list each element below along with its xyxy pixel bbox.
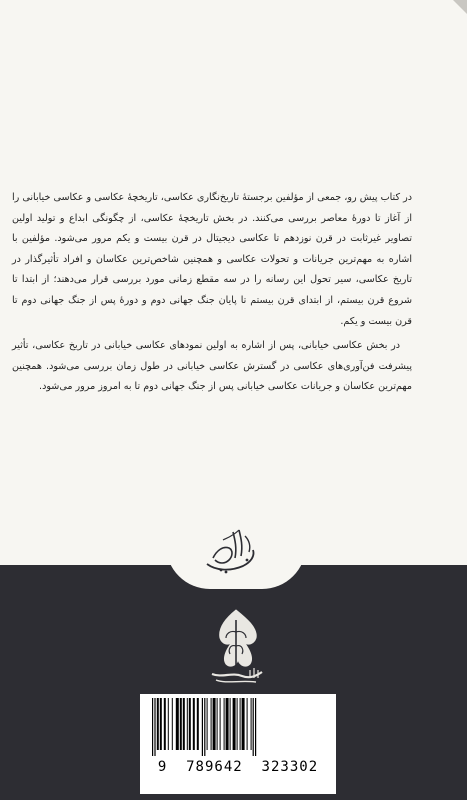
blurb-paragraph-1: در کتاب پیش رو، جمعی از مؤلفین برجستهٔ تاریخ‌نگاری عکاسی، تاریخچهٔ عکاسی و عکاسی خیابانی را از آغاز تا دورهٔ معاصر بررسی می‌کنند. در بخش تاریخچهٔ عکاسی، از چگونگی ابداع و تولید اولین تصاویر غیرثابت در قرن نوزدهم تا عکاسی دیجیتال در قرن بیست و یکم مرور می‌شود. مؤلفین با اشاره به مهم‌ترین جریانات و تحولات عکاسی و همچنین شاخص‌ترین عکاسان و افراد تأثیرگذار در تاریخ عکاسی، سیر تحول این رسانه را در سه مقطع زمانی مورد بررسی قرار می‌دهند؛ از ابتدا تا شروع قرن بیستم، از ابتدای قرن بیستم تا پایان جنگ جهانی دوم و دورهٔ پس از جنگ جهانی دوم تا قرن بیست و یکم. bbox=[12, 192, 412, 327]
isbn-barcode bbox=[140, 694, 336, 794]
barcode-bar bbox=[204, 698, 205, 756]
barcode-bar bbox=[183, 698, 185, 750]
barcode-bar bbox=[160, 698, 162, 750]
barcode-bar bbox=[207, 698, 208, 750]
series-logo-icon bbox=[199, 520, 265, 580]
barcode-bar bbox=[168, 698, 169, 750]
blurb-paragraph-2: در بخش عکاسی خیابانی، پس از اشاره به اولین نمودهای عکاسی خیابانی در تاریخ عکاسی، تأثیر پیشرفت فن‌آوری‌های عکاسی در گسترش عکاسی خیابانی در طول زمان بررسی می‌شود. همچنین مهم‌ترین عکاسان و جریانات عکاسی خیابانی پس از جنگ جهانی دوم تا به امروز مرور می‌شود. bbox=[12, 340, 412, 393]
barcode-bar bbox=[176, 698, 179, 750]
barcode-bar bbox=[172, 698, 173, 750]
barcode-bar bbox=[230, 698, 231, 750]
barcode-bar bbox=[251, 698, 252, 750]
barcode-bar bbox=[213, 698, 216, 750]
barcode-bar bbox=[180, 698, 182, 750]
barcode-bar bbox=[189, 698, 191, 750]
barcode-bar bbox=[193, 698, 195, 750]
barcode-bar bbox=[187, 698, 188, 750]
barcode-bar bbox=[253, 698, 254, 756]
barcode-bar bbox=[157, 698, 159, 750]
barcode-bar bbox=[220, 698, 221, 750]
barcode-bar bbox=[242, 698, 245, 750]
barcode-bar bbox=[152, 698, 153, 756]
publisher-logo-icon bbox=[196, 606, 276, 688]
barcode-bar bbox=[197, 698, 199, 750]
isbn-number: 9 789642 323302 bbox=[157, 759, 319, 775]
barcode-bar bbox=[255, 698, 256, 756]
barcode-bar bbox=[202, 698, 203, 756]
barcode-bar bbox=[224, 698, 225, 750]
barcode-bar bbox=[233, 698, 236, 750]
barcode-bar bbox=[217, 698, 218, 750]
barcode-bars bbox=[146, 698, 330, 756]
barcode-bar bbox=[240, 698, 241, 750]
cover-corner-crease bbox=[453, 0, 467, 14]
barcode-bar bbox=[226, 698, 229, 750]
barcode-bar bbox=[164, 698, 166, 750]
back-cover-blurb bbox=[12, 188, 412, 402]
barcode-bar bbox=[211, 698, 212, 750]
barcode-bar bbox=[247, 698, 248, 750]
barcode-bar bbox=[154, 698, 155, 756]
barcode-bar bbox=[237, 698, 238, 750]
